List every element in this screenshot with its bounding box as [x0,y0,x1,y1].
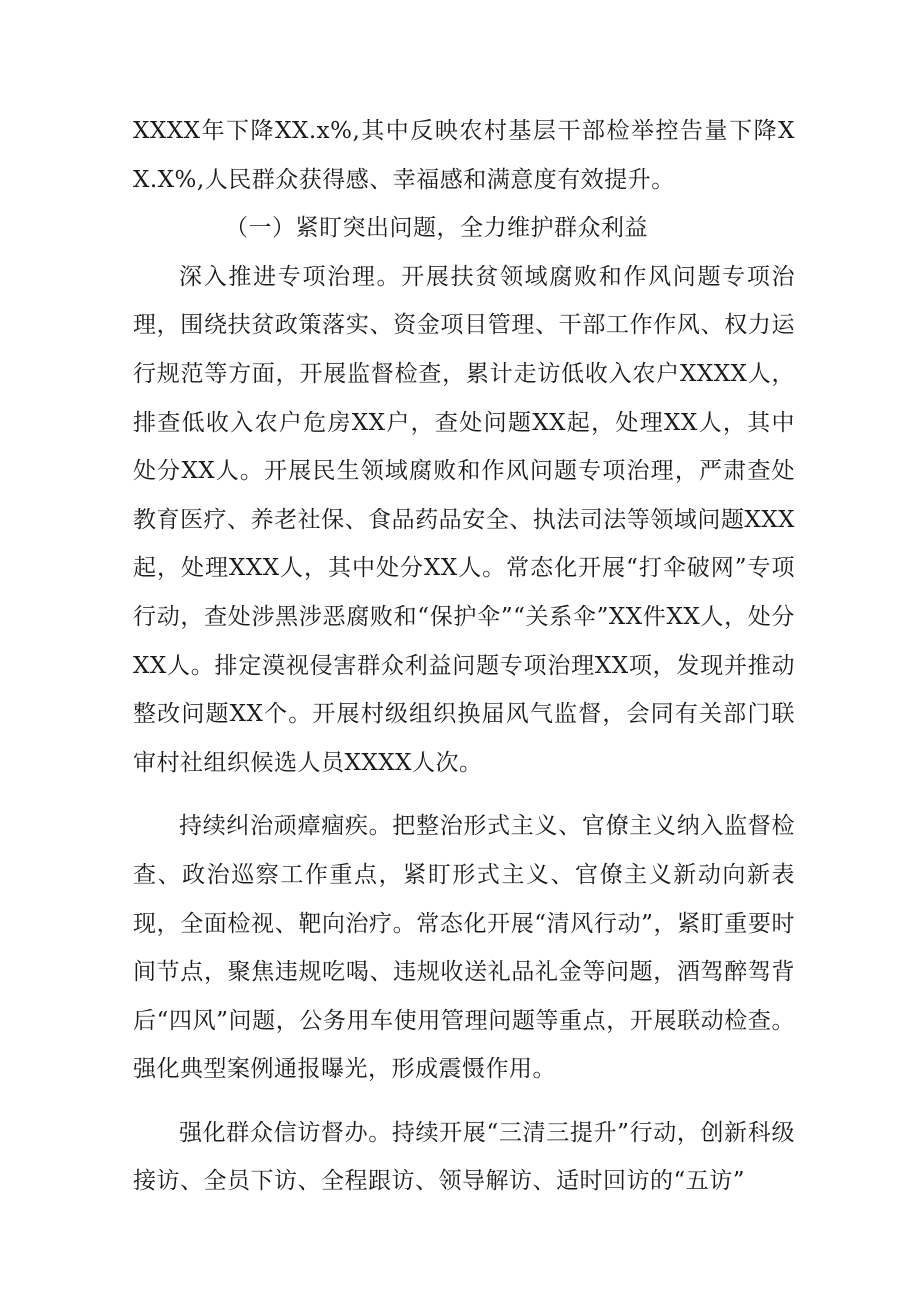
paragraph-persistent-problems: 持续纠治顽瘴痼疾。把整治形式主义、官僚主义纳入监督检查、政治巡察工作重点，紧盯形式主义、官僚主义新动向新表现，全面检视、靶向治疗。常态化开展“清风行动”，紧盯重要时间节点，聚焦违规吃喝、违规收送礼品礼金等问题，酒驾醉驾背后“四风”问题，公务用车使用管理问题等重点，开展联动检查。强化典型案例通报曝光，形成震慑作用。 [133,813,795,1083]
section-heading: （一）紧盯突出问题，全力维护群众利益 [225,215,648,242]
paragraph-intro-continuation: XXXX年下降XX.x%,其中反映农村基层干部检举控告量下降XX.X%,人民群众获得感、幸福感和满意度有效提升。 [133,118,795,193]
paragraph-special-governance: 深入推进专项治理。开展扶贫领域腐败和作风问题专项治理，围绕扶贫政策落实、资金项目管理、干部工作作风、权力运行规范等方面，开展监督检查，累计走访低收入农户XXXX人，排查低收入农户危房XX户，查处问题XX起，处理XX人，其中处分XX人。开展民生领域腐败和作风问题专项治理，严肃查处教育医疗、养老社保、食品药品安全、执法司法等领域问题XXX起，处理XXX人，其中处分XX人。常态化开展“打伞破网”专项行动，查处涉黑涉恶腐败和“保护伞”“关系伞”XX件XX人，处分XX人。排定漠视侵害群众利益问题专项治理XX项，发现并推动整改问题XX个。开展村级组织换届风气监督，会同有关部门联审村社组织候选人员XXXX人次。 [133,263,795,776]
document-body [133,107,795,1206]
paragraph-petition-supervision: 强化群众信访督办。持续开展“三清三提升”行动，创新科级接访、全员下访、全程跟访、领导解访、适时回访的“五访” [133,1119,795,1195]
